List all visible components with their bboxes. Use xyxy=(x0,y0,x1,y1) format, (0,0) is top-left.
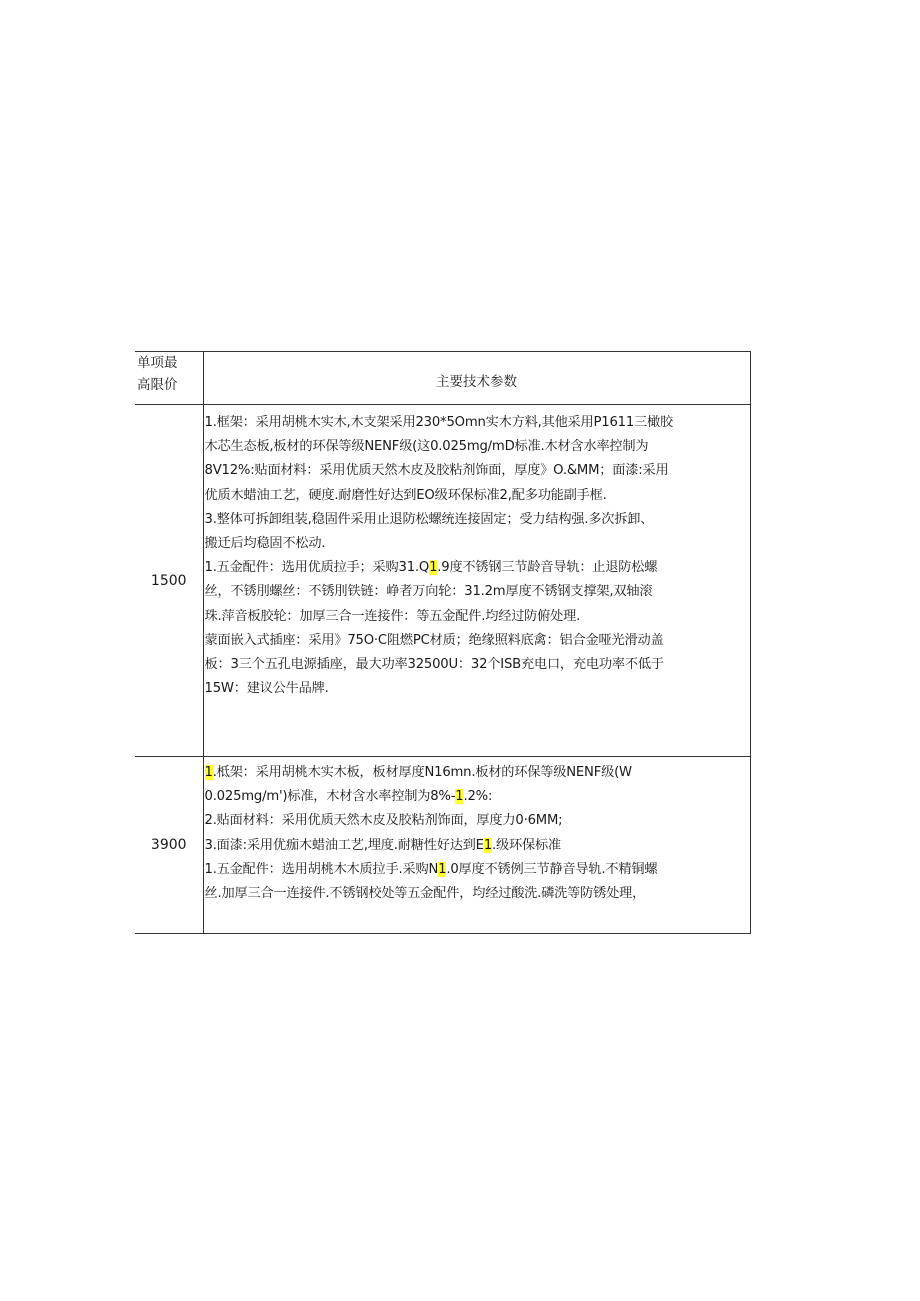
header-price-line-2: 高限价 xyxy=(137,377,178,393)
spec-text: 搬迁后均稳固不松动. xyxy=(204,536,326,552)
spec-text: 蒙面嵌入式插座：采用》75O·C阻燃PC材质；绝缘照料底禽：铝合金哑光滑动盖 xyxy=(204,632,664,648)
spec-line xyxy=(204,556,750,580)
spec-text: m xyxy=(464,415,478,430)
spec-line xyxy=(204,761,750,785)
price-cell: 3900 xyxy=(135,757,203,934)
spec-cell xyxy=(203,757,750,934)
spec-line xyxy=(204,629,750,653)
table-row xyxy=(135,757,750,934)
spec-line xyxy=(204,484,750,508)
spec-text: 15W：建议公牛品牌. xyxy=(204,681,329,697)
spec-text: 1.五金配件：选用优质拉手；采购31.Q xyxy=(204,560,430,576)
highlight-mark: 1 xyxy=(429,560,438,576)
spec-text: 0.025mg∕m')标准，木材含水率控制为8%- xyxy=(204,789,456,805)
spec-text: 木芯生态板,板材的环保等级NENF级(这0.025mg∕mD标准.木材含水率控制为 xyxy=(204,439,649,455)
spec-text: 珠.萍音板胶轮：加厚三合一连接件：等五金配件.均经过防俯处理. xyxy=(204,608,581,624)
highlight-mark: 1 xyxy=(204,765,213,780)
spec-line xyxy=(204,459,750,483)
spec-text: 1.框架：采用胡桃木实木,木支架采用230*5O xyxy=(204,415,465,430)
spec-text: .2%: xyxy=(463,789,493,805)
header-spec-cell: 主要技术参数 xyxy=(203,352,750,405)
spec-line xyxy=(204,605,750,629)
spec-line xyxy=(204,858,750,882)
spec-text: 板：3三个五孔电源插座，最大功率32500U：32个ISB充电口，充电功率不低于 xyxy=(204,657,664,673)
spec-line xyxy=(204,508,750,532)
spec-line xyxy=(204,580,750,604)
spec-cell xyxy=(203,405,750,757)
spec-line xyxy=(204,532,750,556)
table-header-row xyxy=(135,352,750,405)
spec-line xyxy=(204,677,750,701)
spec-text: .柢架：采用胡桃木实木板，板材厚度N16mn.板材的环保等级NENF级(W xyxy=(212,765,632,780)
spec-line xyxy=(204,809,750,833)
spec-text: 3.整体可拆卸组装,稳固件采用止退防松螺统连接固定；受力结构强.多次拆卸、 xyxy=(204,511,654,527)
spec-line xyxy=(204,435,750,459)
spec-line xyxy=(204,653,750,677)
spec-text: 优质木蜡油工艺，硬度.耐磨性好达到EO级环保标准2,配多功能副手框. xyxy=(204,487,607,503)
highlight-mark: 1 xyxy=(455,789,464,805)
spec-text: .0厚度不锈例三节静音导轨.不精铜螺 xyxy=(446,861,658,877)
spec-line xyxy=(204,834,750,858)
spec-table xyxy=(135,351,751,934)
header-price-line-1: 单项最 xyxy=(137,355,178,371)
spec-text: 8V12%:贴面材料：采用优质天然木皮及胶粘剂饰面，厚度》O.&MM；面漆:采用 xyxy=(204,463,669,479)
spec-line xyxy=(204,785,750,809)
spec-text: 丝，不锈刖螺丝：不锈刖铁链：峥者万向轮：31.2m厚度不锈钢支撑架,双轴滚 xyxy=(204,584,653,600)
spec-text: 3.面漆:采用优痂木蜡油工艺,埋度.耐糖性好达到E xyxy=(204,837,484,853)
spec-text: 1.五金配件：选用胡桃木木质拉手.采购N xyxy=(204,861,439,877)
spec-text: 2.贴面材料：采用优质天然木皮及胶粘剂饰面，厚度力0·6MM; xyxy=(204,813,563,829)
spec-text: n实木方料,其他采用P1611三橄胶 xyxy=(477,415,674,430)
table-row xyxy=(135,405,750,757)
spec-text: .级环保标准 xyxy=(492,837,561,853)
header-price-cell xyxy=(135,352,203,405)
spec-line xyxy=(204,882,750,906)
highlight-mark: 1 xyxy=(483,837,493,853)
price-cell: 1500 xyxy=(135,405,203,757)
spec-text: .9度不锈钢三节龄音导轨：止退防松螺 xyxy=(437,560,658,576)
spec-line xyxy=(204,411,750,435)
highlight-mark: 1 xyxy=(438,861,447,877)
spec-text: 丝.加厚三合一连接件.不锈钢校处等五金配件，均经过酸洗.磷洗等防锈处理， xyxy=(204,886,646,902)
